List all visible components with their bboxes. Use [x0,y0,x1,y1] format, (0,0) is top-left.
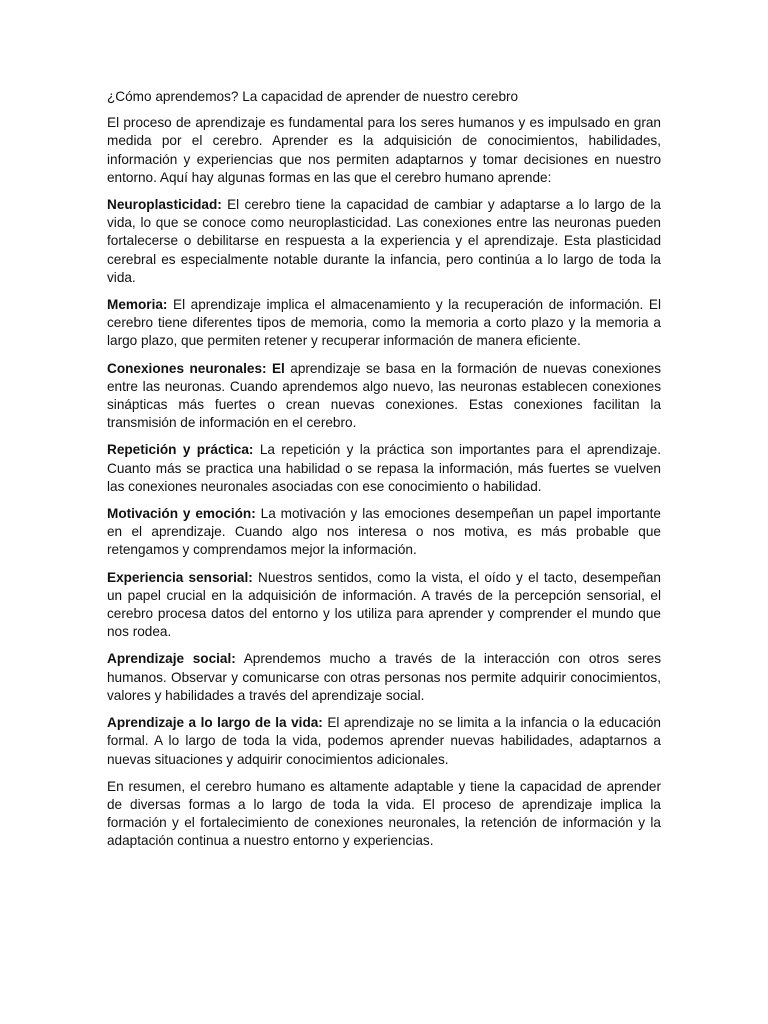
section-motivacion-emocion [107,505,661,560]
section-text: Nuestros sentidos, como la vista, el oído y el tacto, desempeñan un papel crucial en la adquisición de información. A través de la percepción sensorial, el cerebro procesa datos del entorno y los utiliza para aprender y comprender el mundo que nos rodea. [107,569,661,640]
section-experiencia-sensorial [107,569,661,642]
section-text: La repetición y la práctica son importantes para el aprendizaje. Cuanto más se practica una habilidad o se repasa la información, más fuertes se vuelven las conexiones neuronales asociadas con ese conocimiento o habilidad. [107,442,661,494]
document-page [107,88,661,860]
section-term: Neuroplasticidad: [107,197,222,213]
section-aprendizaje-vida [107,714,661,769]
section-text: Aprendemos mucho a través de la interacción con otros seres humanos. Observar y comunicarse con otras personas nos permite adquirir conocimientos, valores y habilidades a través del aprendizaje social. [107,651,662,703]
section-neuroplasticidad [107,196,661,287]
section-term: Motivación y emoción: [107,506,256,522]
section-text: El aprendizaje no se limita a la infancia o la educación formal. A lo largo de toda la vida, podemos aprender nuevas habilidades, adaptarnos a nuevas situaciones y adquirir conocimientos adicionales. [107,715,661,767]
conclusion-paragraph: En resumen, el cerebro humano es altamente adaptable y tiene la capacidad de aprender de diversas formas a lo largo de toda la vida. El proceso de aprendizaje implica la formación y el fortalecimiento de conexiones neuronales, la retención de información y la adaptación continua a nuestro entorno y experiencias. [107,778,661,849]
section-conexiones-neuronales [107,360,661,433]
section-repeticion-practica [107,441,661,496]
section-text: El cerebro tiene la capacidad de cambiar y adaptarse a lo largo de la vida, lo que se conoce como neuroplasticidad. Las conexiones entre las neuronas pueden fortalecerse o debilitarse en respuesta a la experiencia y el aprendizaje. Esta plasticidad cerebral es especialmente notable durante la infancia, pero continúa a lo largo de toda la vida. [107,197,661,285]
section-term: Aprendizaje a lo largo de la vida: [107,715,323,731]
section-text: aprendizaje se basa en la formación de nuevas conexiones entre las neuronas. Cuando aprendemos algo nuevo, las neuronas establecen conexiones sinápticas más fuertes o crean nuevas conexiones. Estas conexiones facilitan la transmisión de información en el cerebro. [107,360,661,431]
section-aprendizaje-social [107,650,661,705]
section-term: Repetición y práctica: [107,442,254,458]
section-text: La motivación y las emociones desempeñan un papel importante en el aprendizaje. Cuando algo nos interesa o nos motiva, es más probable que retengamos y comprendamos mejor la información. [107,506,661,558]
section-memoria [107,296,661,351]
section-term: Experiencia sensorial: [107,569,253,585]
section-term: Conexiones neuronales: El [107,360,285,376]
section-term: Aprendizaje social: [107,651,236,667]
page-title: ¿Cómo aprendemos? La capacidad de aprender de nuestro cerebro [107,89,519,104]
section-text: El aprendizaje implica el almacenamiento y la recuperación de información. El cerebro tiene diferentes tipos de memoria, como la memoria a corto plazo y la memoria a largo plazo, que permiten retener y recuperar información de manera eficiente. [107,297,661,349]
section-term: Memoria: [107,297,168,313]
intro-paragraph: El proceso de aprendizaje es fundamental para los seres humanos y es impulsado en gran medida por el cerebro. Aprender es la adquisición de conocimientos, habilidades, información y experiencias que nos permiten adaptarnos y tomar decisiones en nuestro entorno. Aquí hay algunas formas en las que el cerebro humano aprende: [107,115,661,185]
